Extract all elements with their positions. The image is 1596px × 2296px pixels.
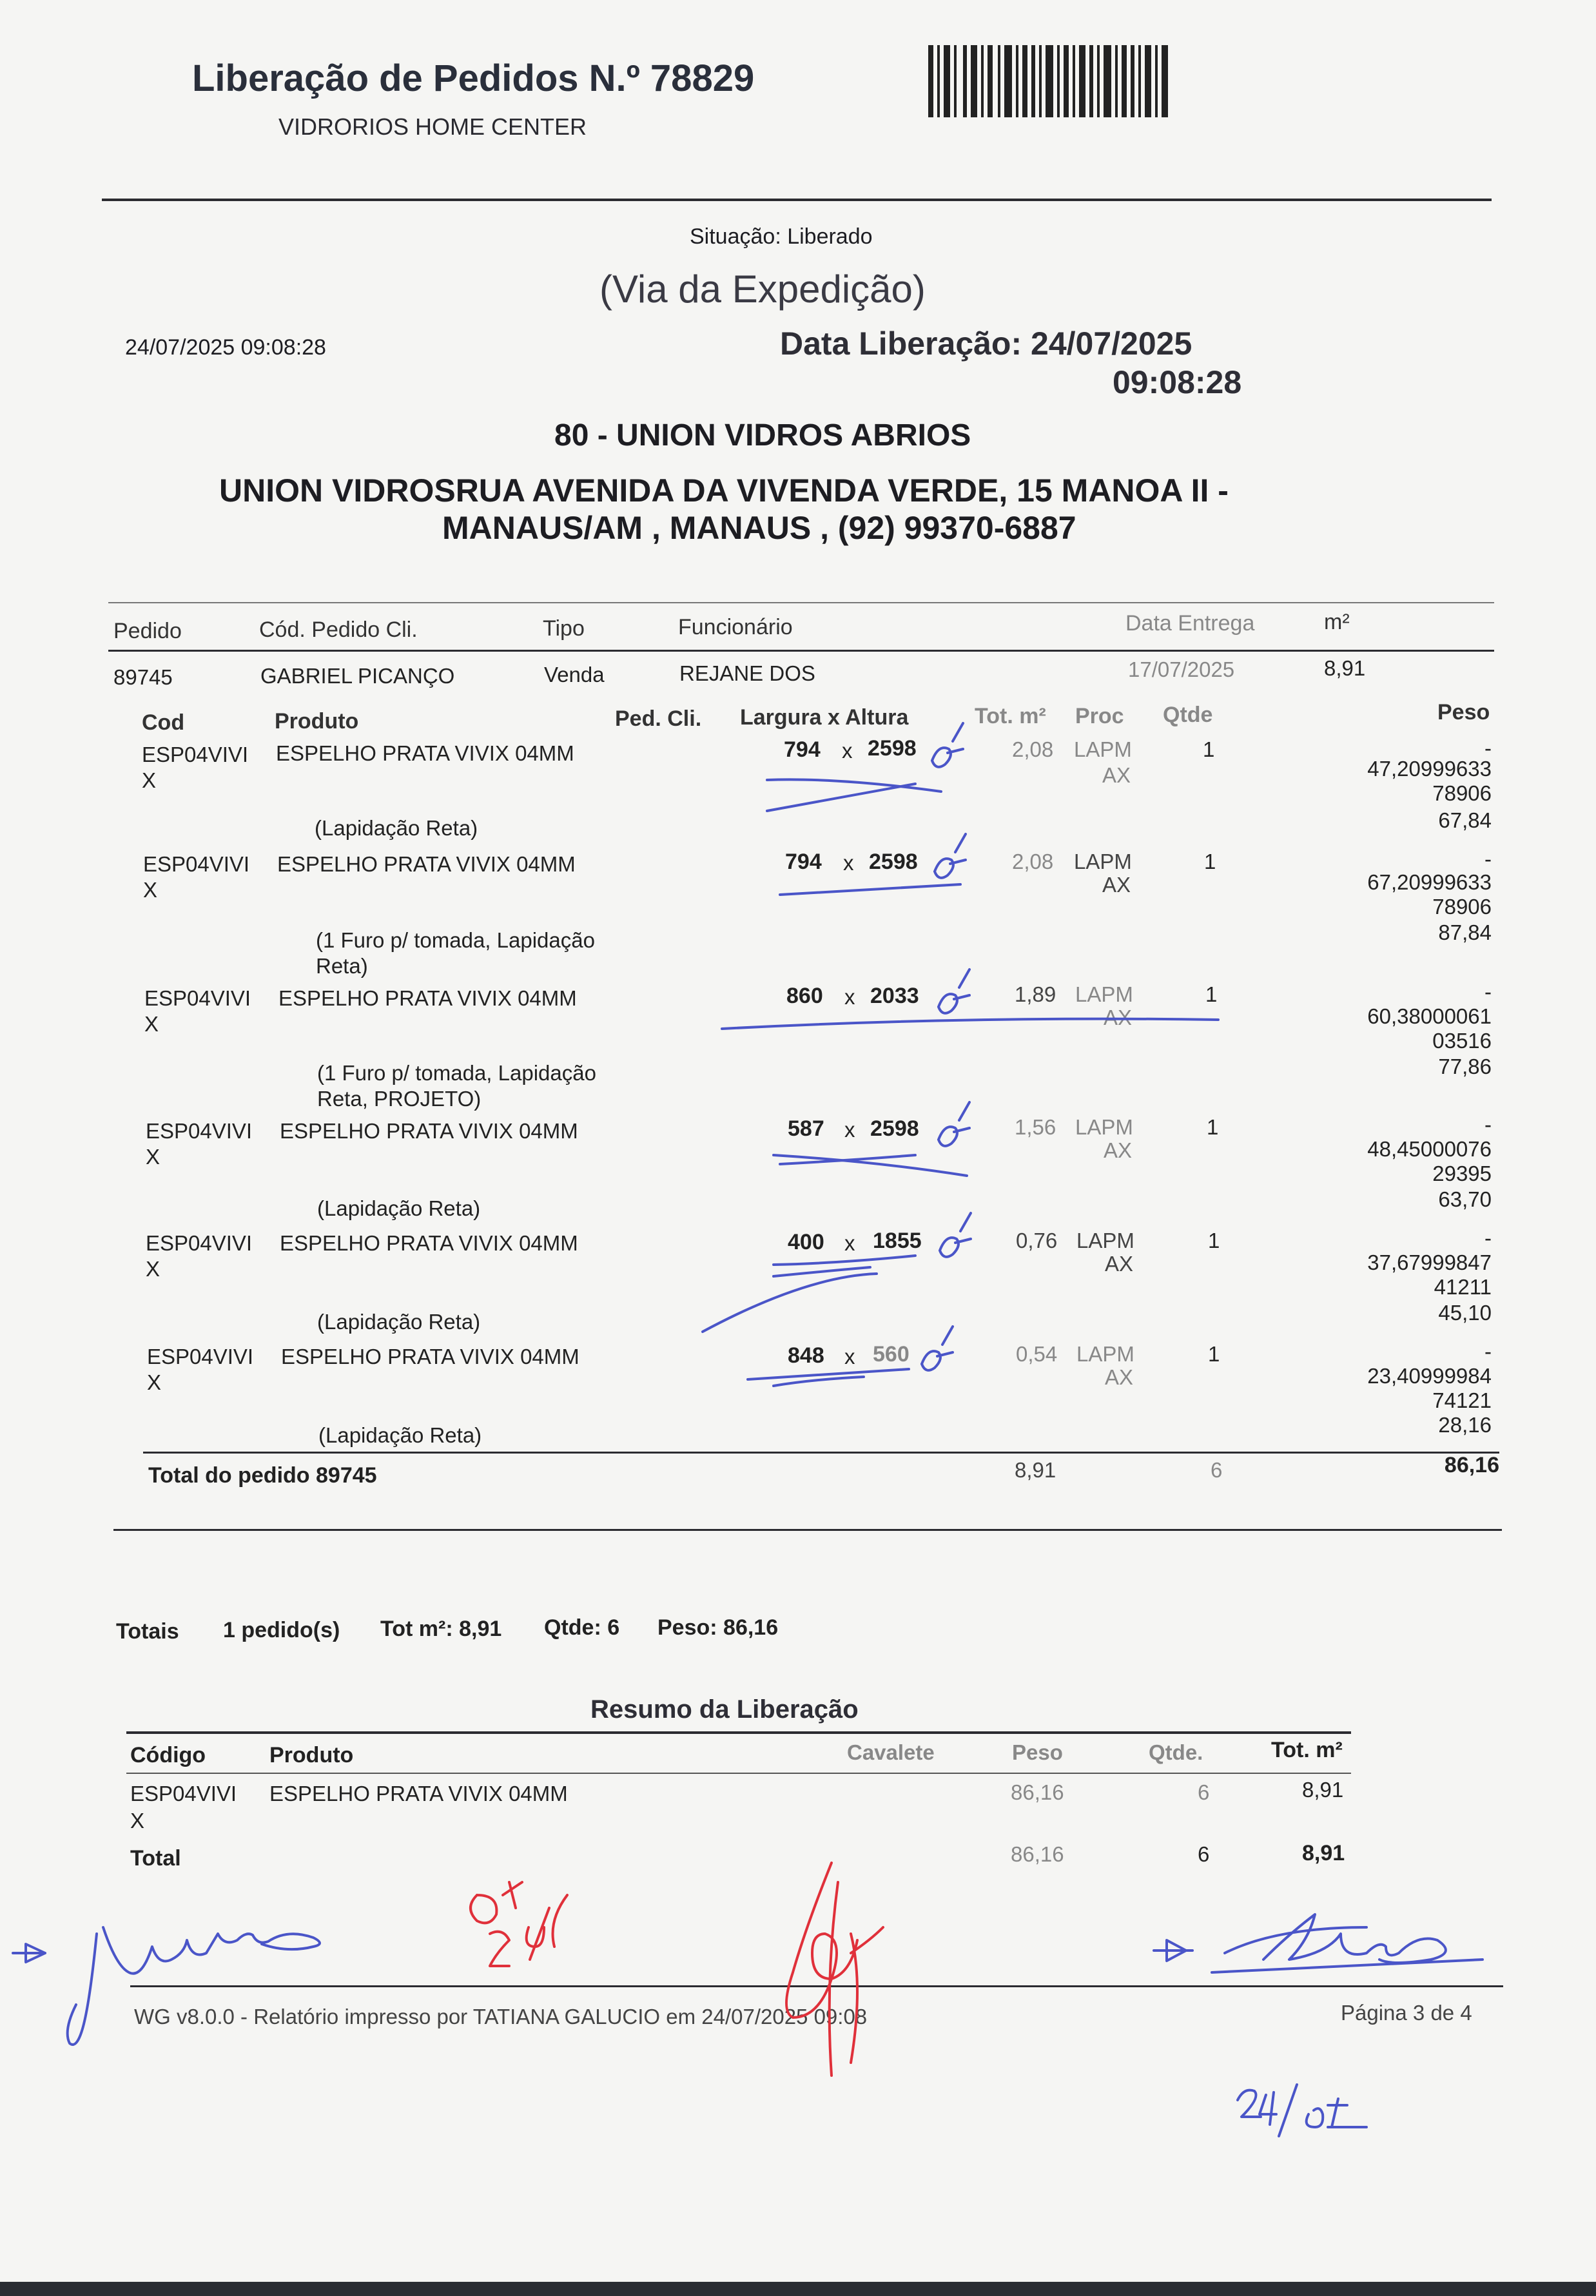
item-4-largura: 587	[788, 1116, 824, 1141]
item-1-cod-suffix: X	[142, 768, 157, 792]
item-6-underline	[748, 1369, 909, 1379]
item-3-x: x	[844, 985, 855, 1009]
item-3-peso: 60,38000061	[1367, 1004, 1492, 1028]
item-1-peso: 47,20999633	[1367, 757, 1492, 781]
item-1-x: x	[842, 739, 853, 763]
item-2-obs-cont: Reta)	[316, 954, 368, 978]
item-6-peso-final: 28,16	[1438, 1413, 1492, 1437]
item-2-produto: ESPELHO PRATA VIVIX 04MM	[277, 852, 576, 876]
item-2-peso-cont: 78906	[1432, 895, 1492, 919]
summary-col-qtde: Qtde.	[1149, 1740, 1203, 1764]
item-6-largura: 848	[788, 1343, 824, 1368]
release-date: 24/07/2025	[1031, 326, 1192, 362]
item-2-underline	[780, 884, 960, 895]
summary-col-codigo: Código	[130, 1743, 206, 1767]
items-col-ped-cli: Ped. Cli.	[615, 706, 702, 731]
item-6-underline-2	[774, 1377, 864, 1386]
item-5-altura: 1855	[873, 1229, 922, 1253]
item-4-peso-final: 63,70	[1438, 1187, 1492, 1211]
order-employee: REJANE DOS	[679, 661, 815, 685]
summary-col-peso: Peso	[1012, 1740, 1063, 1764]
release-date-label: Data Liberação: 24/07/2025	[780, 326, 1192, 362]
item-3-dash: -	[1484, 980, 1492, 1004]
order-total-peso: 86,16	[1444, 1453, 1499, 1477]
item-4-obs: (Lapidação Reta)	[317, 1196, 481, 1220]
company-name: VIDRORIOS HOME CENTER	[278, 113, 587, 140]
arrow-left-icon	[13, 1944, 45, 1962]
ok-mark-3	[939, 969, 969, 1013]
summary-total-tot-m2: 8,91	[1302, 1841, 1345, 1865]
item-5-cod: ESP04VIVI	[146, 1231, 253, 1255]
item-6-peso: 23,40999984	[1367, 1364, 1492, 1388]
item-1-dash: -	[1484, 736, 1492, 760]
item-2-cod: ESP04VIVI	[143, 852, 250, 876]
summary-row-produto: ESPELHO PRATA VIVIX 04MM	[269, 1782, 568, 1805]
item-1-qtde: 1	[1203, 737, 1215, 761]
item-5-stroke	[703, 1274, 877, 1332]
item-3-cod-suffix: X	[144, 1012, 159, 1036]
summary-row-cod-suffix: X	[130, 1809, 145, 1833]
item-4-cod-suffix: X	[146, 1145, 161, 1169]
item-6-cod: ESP04VIVI	[147, 1345, 254, 1368]
item-5-proc: LAPM	[1076, 1229, 1134, 1252]
client-address-line2: MANAUS/AM , MANAUS , (92) 99370-6887	[442, 510, 1076, 546]
summary-total-label: Total	[130, 1846, 181, 1871]
items-col-peso: Peso	[1437, 700, 1490, 725]
item-2-tot-m2: 2,08	[1012, 850, 1054, 873]
item-1-obs: (Lapidação Reta)	[315, 816, 478, 840]
item-5-x: x	[844, 1231, 855, 1255]
client-code-name: 80 - UNION VIDROS ABRIOS	[554, 418, 971, 452]
item-5-largura: 400	[788, 1230, 824, 1254]
col-m2: m²	[1324, 610, 1350, 634]
via-label: (Via da Expedição)	[599, 268, 926, 311]
col-funcionario: Funcionário	[678, 615, 793, 639]
item-3-qtde: 1	[1205, 982, 1218, 1006]
summary-row-cod: ESP04VIVI	[130, 1782, 237, 1805]
order-number: 89745	[113, 665, 173, 689]
item-1-peso-cont: 78906	[1432, 781, 1492, 805]
item-2-proc-suffix: AX	[1102, 873, 1131, 897]
item-4-peso: 48,45000076	[1367, 1137, 1492, 1161]
item-3-proc-suffix: AX	[1104, 1006, 1133, 1029]
status-text: Situação: Liberado	[690, 224, 873, 249]
item-4-tot-m2: 1,56	[1015, 1115, 1056, 1139]
summary-row-qtde: 6	[1198, 1780, 1210, 1804]
red-ok-date-note	[471, 1882, 567, 1966]
items-col-cod: Cod	[142, 710, 185, 735]
item-6-obs: (Lapidação Reta)	[318, 1423, 482, 1447]
item-4-altura: 2598	[870, 1116, 919, 1141]
item-1-produto: ESPELHO PRATA VIVIX 04MM	[276, 741, 574, 765]
summary-col-tot-m2: Tot. m²	[1271, 1738, 1343, 1762]
col-tipo: Tipo	[543, 616, 585, 641]
item-3-tot-m2: 1,89	[1015, 982, 1056, 1006]
signature-left	[68, 1927, 320, 2045]
item-3-obs-cont: Reta, PROJETO)	[317, 1087, 482, 1111]
item-2-altura: 2598	[869, 850, 918, 874]
item-6-proc-suffix: AX	[1105, 1365, 1134, 1389]
item-5-peso: 37,67999847	[1367, 1250, 1492, 1274]
ok-mark-4	[939, 1102, 969, 1146]
red-signature	[786, 1863, 883, 2076]
item-5-underline	[774, 1256, 915, 1265]
arrow-right-icon	[1154, 1940, 1192, 1961]
order-total-label: Total do pedido 89745	[148, 1463, 377, 1488]
item-2-qtde: 1	[1204, 850, 1216, 873]
item-5-obs: (Lapidação Reta)	[317, 1310, 481, 1334]
client-address-line1: UNION VIDROSRUA AVENIDA DA VIVENDA VERDE, 15 MANOA II -	[219, 472, 1229, 509]
item-6-qtde: 1	[1208, 1342, 1220, 1366]
item-1-proc: LAPM	[1074, 737, 1132, 761]
summary-row-tot-m2: 8,91	[1302, 1778, 1344, 1802]
item-2-largura: 794	[785, 850, 822, 874]
order-delivery-date: 17/07/2025	[1128, 657, 1235, 681]
item-5-peso-cont: 41211	[1434, 1275, 1492, 1299]
item-5-peso-final: 45,10	[1438, 1301, 1492, 1325]
item-5-tot-m2: 0,76	[1016, 1229, 1058, 1252]
item-6-peso-cont: 74121	[1432, 1388, 1492, 1412]
item-6-altura: 560	[873, 1342, 910, 1367]
totals-orders: 1 pedido(s)	[223, 1618, 340, 1642]
items-col-dimensions: Largura x Altura	[740, 705, 909, 730]
item-4-proc: LAPM	[1075, 1115, 1133, 1139]
order-type: Venda	[544, 663, 605, 686]
footer-printed-by: WG v8.0.0 - Relatório impresso por TATIANA GALUCIO em 24/07/2025 09:08	[134, 2005, 868, 2028]
order-m2: 8,91	[1324, 656, 1366, 680]
item-5-cod-suffix: X	[146, 1257, 161, 1281]
totals-label: Totais	[116, 1619, 179, 1644]
item-3-produto: ESPELHO PRATA VIVIX 04MM	[278, 986, 577, 1010]
item-1-cod: ESP04VIVI	[142, 743, 249, 766]
item-5-qtde: 1	[1208, 1229, 1220, 1252]
item-2-x: x	[843, 851, 854, 875]
item-6-proc: LAPM	[1076, 1342, 1134, 1366]
item-6-tot-m2: 0,54	[1016, 1342, 1058, 1366]
totals-qtde: Qtde: 6	[544, 1615, 620, 1640]
item-3-proc: LAPM	[1075, 982, 1133, 1006]
item-1-peso-final: 67,84	[1438, 808, 1492, 832]
items-col-produto: Produto	[275, 709, 359, 734]
item-3-largura: 860	[786, 984, 823, 1008]
order-total-m2: 8,91	[1015, 1458, 1056, 1482]
item-5-dash: -	[1484, 1226, 1492, 1250]
totals-m2: Tot m²: 8,91	[380, 1617, 502, 1641]
items-col-tot-m2: Tot. m²	[975, 704, 1046, 728]
item-4-peso-cont: 29395	[1432, 1162, 1492, 1185]
ok-mark-1	[932, 723, 963, 767]
item-6-dash: -	[1484, 1339, 1492, 1363]
item-4-produto: ESPELHO PRATA VIVIX 04MM	[280, 1119, 578, 1143]
item-1-largura: 794	[784, 737, 821, 762]
item-4-dash: -	[1484, 1113, 1492, 1136]
item-5-produto: ESPELHO PRATA VIVIX 04MM	[280, 1231, 578, 1255]
item-3-peso-cont: 03516	[1432, 1029, 1492, 1053]
item-3-underline	[722, 1019, 1218, 1029]
item-1-altura: 2598	[868, 736, 917, 761]
summary-title: Resumo da Liberação	[590, 1695, 859, 1724]
item-3-altura: 2033	[870, 984, 919, 1008]
order-total-qtde: 6	[1211, 1458, 1223, 1482]
item-6-cod-suffix: X	[147, 1370, 162, 1394]
item-4-x: x	[844, 1118, 855, 1142]
items-col-qtde: Qtde	[1163, 703, 1213, 727]
signature-right	[1212, 1914, 1483, 1972]
totals-peso: Peso: 86,16	[657, 1615, 779, 1640]
item-1-proc-suffix: AX	[1102, 763, 1131, 787]
summary-col-cavalete: Cavalete	[847, 1740, 935, 1764]
summary-row-peso: 86,16	[1011, 1780, 1064, 1804]
order-client-code: GABRIEL PICANÇO	[260, 664, 455, 688]
items-col-proc: Proc	[1075, 704, 1124, 728]
item-2-dash: -	[1484, 847, 1492, 871]
ok-mark-2	[935, 834, 966, 878]
printed-timestamp: 24/07/2025 09:08:28	[125, 335, 326, 360]
footer-page-number: Página 3 de 4	[1341, 2001, 1472, 2025]
col-cod-pedido-cli: Cód. Pedido Cli.	[259, 618, 418, 642]
item-1-underline-2	[767, 784, 915, 811]
item-3-obs: (1 Furo p/ tomada, Lapidação	[317, 1061, 596, 1085]
item-4-qtde: 1	[1207, 1115, 1219, 1139]
item-6-x: x	[844, 1345, 855, 1368]
item-1-underline	[767, 779, 941, 792]
item-2-proc: LAPM	[1074, 850, 1132, 873]
item-2-peso: 67,20999633	[1367, 870, 1492, 894]
item-3-peso-final: 77,86	[1438, 1055, 1492, 1078]
col-pedido: Pedido	[113, 619, 182, 643]
item-4-cod: ESP04VIVI	[146, 1119, 253, 1143]
report-title: Liberação de Pedidos N.º 78829	[192, 57, 755, 99]
item-3-cod: ESP04VIVI	[144, 986, 251, 1010]
item-2-obs: (1 Furo p/ tomada, Lapidação	[316, 928, 595, 952]
ok-mark-6	[922, 1327, 953, 1370]
handwritten-date	[1238, 2085, 1367, 2136]
item-5-proc-suffix: AX	[1105, 1252, 1134, 1276]
ok-mark-5	[940, 1213, 971, 1257]
summary-total-peso: 86,16	[1011, 1842, 1064, 1866]
col-data-entrega: Data Entrega	[1125, 611, 1255, 636]
release-time: 09:08:28	[1113, 364, 1242, 400]
item-4-proc-suffix: AX	[1104, 1138, 1133, 1162]
item-1-tot-m2: 2,08	[1012, 737, 1054, 761]
summary-col-produto: Produto	[269, 1743, 354, 1767]
item-2-peso-final: 87,84	[1438, 920, 1492, 944]
item-6-produto: ESPELHO PRATA VIVIX 04MM	[281, 1345, 579, 1368]
summary-total-qtde: 6	[1198, 1842, 1210, 1866]
item-2-cod-suffix: X	[143, 878, 158, 902]
